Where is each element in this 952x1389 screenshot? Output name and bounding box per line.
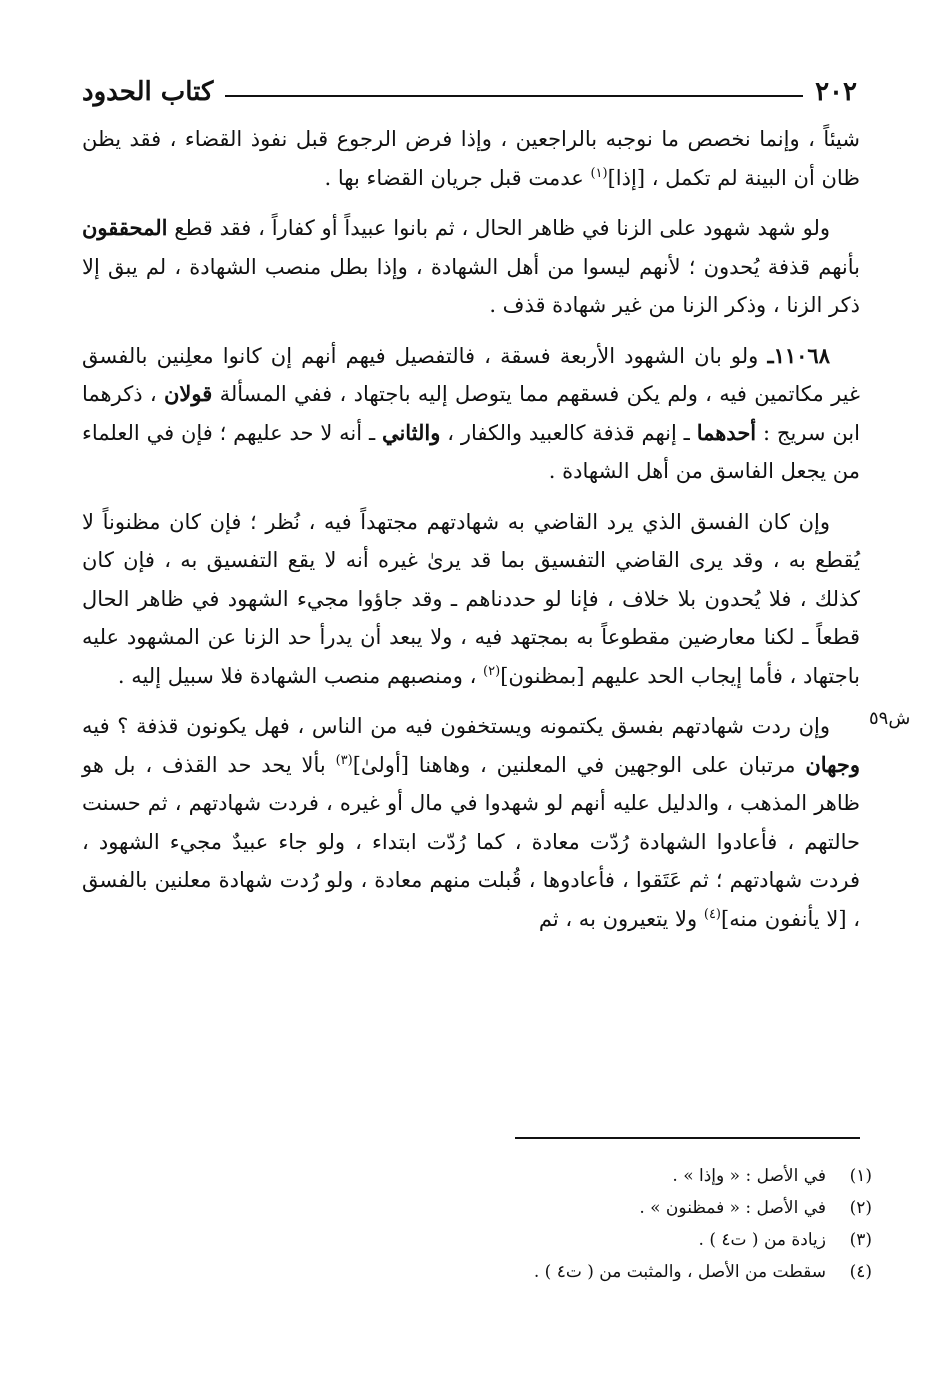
- text-run: عدمت قبل جريان القضاء بها .: [324, 165, 591, 190]
- margin-note: ش٥٩: [869, 708, 911, 729]
- footnote-separator: [515, 1137, 860, 1139]
- bold-term: المحققون: [82, 215, 168, 240]
- footnote-number: (٣): [849, 1230, 872, 1250]
- text-run: بأنهم قذفة يُحدون ؛ لأنهم ليسوا من أهل الشهادة ، وإذا بطل منصب الشهادة ، لم يبق إلا ذكر الزنا ، وذكر الزنا من غير شهادة قذف .: [82, 254, 860, 317]
- footnote-ref: (٣): [335, 752, 353, 768]
- footnote: [82, 1192, 872, 1224]
- footnotes: [82, 1160, 872, 1288]
- text-run: ـ إنهم قذفة كالعبيد والكفار ،: [440, 420, 697, 445]
- text-run: بألا يحد حد القذف ، بل هو ظاهر المذهب ، والدليل عليه أنهم لو شهدوا في مال أو غيره ، فردت شهادتهم ، ثم حسنت حالتهم ، فأعادوا الشهادة رُدّت معادة ، كما رُدّت ابتداء ، ولو جاء عبيدٌ مجيء الشهود ، فردت شهادتهم ؛ ثم عَتَقوا ، فأعادوها ، قُبلت منهم معادة ، ولو رُدت شهادة معلنين بالفسق ، [لا يأنفون منه]: [82, 752, 860, 931]
- paragraph: [82, 120, 860, 197]
- footnote-number: (١): [849, 1166, 872, 1186]
- footnote: [82, 1160, 872, 1192]
- footnote-text: في الأصل : « فمظنون » .: [639, 1198, 826, 1218]
- text-run: ـ أنه لا حد عليهم ؛ فإن في العلماء من يجعل الفاسق من أهل الشهادة .: [82, 420, 860, 483]
- bold-term: ١١٠٦٨ـ: [767, 342, 830, 368]
- text-run: مرتبان على الوجهين في المعلنين ، وهاهنا [أولىٰ]: [352, 752, 806, 777]
- text-run: ولو شهد شهود على الزنا في ظاهر الحال ، ثم بانوا عبيداً أو كفاراً ، فقد قطع: [167, 216, 830, 240]
- footnote-text: سقطت من الأصل ، والمثبت من ( ت٤ ) .: [533, 1262, 826, 1282]
- footnote-number: (٤): [849, 1262, 872, 1282]
- paragraph: [82, 337, 860, 491]
- footnote: [82, 1224, 872, 1256]
- page-header: [82, 72, 857, 112]
- book-title: كتاب الحدود: [82, 77, 214, 107]
- paragraph: [82, 209, 860, 325]
- footnote-text: زيادة من ( ت٤ ) .: [698, 1230, 826, 1250]
- page-number: ٢٠٢: [815, 77, 857, 107]
- text-run: ولو بان الشهود الأربعة فسقة ، فالتفصيل فيهم أنهم إن كانوا معلِنين بالفسق غير مكاتمين فيه ، ولم يكن فسقهم مما يتوصل إليه باجتهاد ، ففي المسألة: [82, 343, 860, 406]
- bold-term: قولان: [163, 381, 213, 406]
- bold-term: والثاني: [381, 419, 441, 445]
- text-run: وإن كان الفسق الذي يرد القاضي به شهادتهم مجتهداً فيه ، نُظر ؛ فإن كان مظنوناً لا يُقطع به ، وقد يرى القاضي التفسيق بما قد يرىٰ غيره أنه لا يقع التفسيق به ، فإن كان كذلك ، فلا يُحدون بلا خلاف ، فإنا لو حددناهم ـ وقد جاؤوا مجيء الشهود في ظاهر الحال قطعاً ـ لكنا معارضين مقطوعاً به بمجتهد فيه ، ولا يبعد أن يدرأ حد الزنا عن المشهود عليه باجتهاد ، فأما إيجاب الحد عليهم [بمظنون]: [82, 509, 860, 688]
- footnote-ref: (٤): [703, 906, 721, 922]
- text-run: ولا يتعيرون به ، ثم: [538, 906, 704, 931]
- bold-term: أحدهما: [696, 419, 757, 445]
- text-run: ، ومنصبهم منصب الشهادة فلا سبيل إليه .: [117, 663, 484, 688]
- text-run: شيئاً ، وإنما نخصص ما نوجبه بالراجعين ، وإذا فرض الرجوع قبل نفوذ القضاء ، فقد يظن ظان أن البينة لم تكمل ، [إذا]: [82, 127, 860, 190]
- footnote-text: في الأصل : « وإذا » .: [672, 1166, 826, 1186]
- footnote: [82, 1256, 872, 1288]
- header-rule: [225, 95, 803, 97]
- footnote-ref: (١): [590, 165, 608, 181]
- text-run: وإن ردت شهادتهم بفسق يكتمونه ويستخفون فيه من الناس ، فهل يكونون قذفة ؟ فيه: [82, 714, 830, 738]
- footnote-number: (٢): [849, 1198, 872, 1218]
- text-run: ، ذكرهما ابن سريج :: [82, 382, 860, 445]
- footnote-ref: (٢): [483, 663, 501, 679]
- body-text: [82, 120, 860, 950]
- paragraph: [82, 707, 860, 938]
- bold-term: وجهان: [805, 751, 860, 777]
- paragraph: [82, 503, 860, 696]
